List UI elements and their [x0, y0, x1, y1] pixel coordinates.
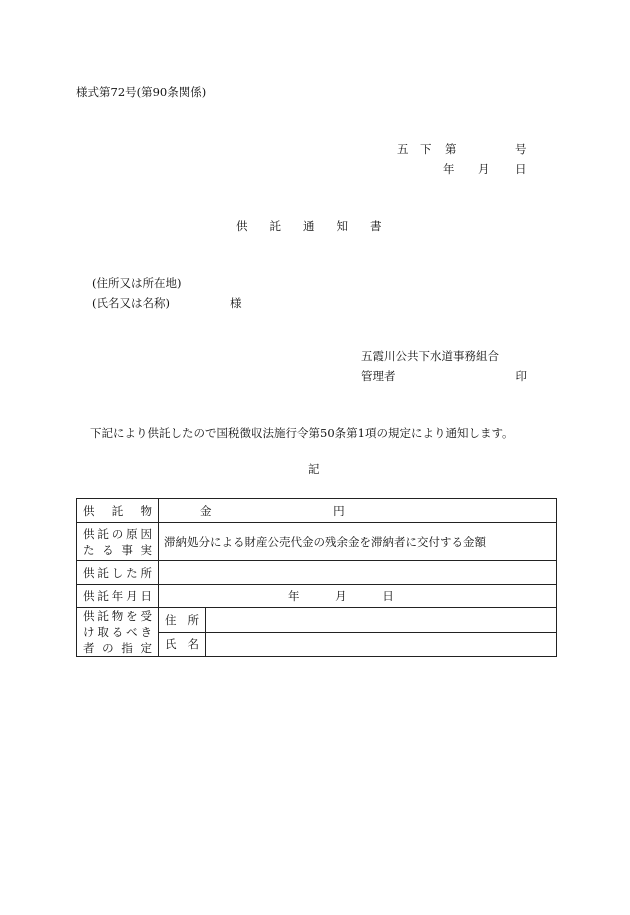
recipient-spec-line2: け取るべき: [83, 625, 152, 639]
place-value: [159, 561, 557, 585]
doc-number-go: 号: [515, 142, 527, 156]
address-value: [206, 608, 557, 633]
doc-date-year: 年: [443, 162, 455, 176]
table-row: [77, 585, 557, 608]
doc-date-day: 日: [515, 162, 527, 176]
sender-manager-row: [361, 368, 527, 384]
seal-mark: 印: [515, 369, 527, 383]
address-sub-label: 住所: [159, 608, 206, 633]
table-row: [77, 608, 557, 633]
page-title: 供託通知書: [236, 219, 404, 233]
name-value: [206, 632, 557, 657]
recipient-spec-line1: 供託物を受: [83, 609, 152, 623]
name-sub-label: 氏名: [159, 632, 206, 657]
item-label: 供託物: [77, 499, 159, 523]
place-label: 供託した所: [77, 561, 159, 585]
date-month: 月: [335, 589, 347, 603]
table-row: [77, 561, 557, 585]
item-value: [159, 499, 557, 523]
doc-number-dai: 第: [445, 142, 457, 156]
recipient-name-row: [92, 295, 252, 311]
doc-number-prefix: 五 下: [397, 142, 432, 156]
ki-heading: 記: [308, 462, 320, 476]
reason-value: 滞納処分による財産公売代金の残余金を滞納者に交付する金額: [159, 523, 557, 561]
date-day: 日: [382, 589, 394, 603]
date-label: 供託年月日: [77, 585, 159, 608]
notice-body: 下記により供託したので国税徴収法施行令第50条第1項の規定により通知します。: [90, 426, 514, 440]
recipient-spec-line3: 者の指定: [83, 641, 152, 655]
table-row: [77, 499, 557, 523]
item-kin: 金: [200, 503, 212, 518]
table-row: [77, 523, 557, 561]
recipient-honorific: 様: [230, 296, 242, 310]
reason-label: [77, 523, 159, 561]
recipient-address-label: (住所又は所在地): [92, 276, 182, 290]
deposit-table: [76, 498, 557, 657]
recipient-name-label: (氏名又は名称): [92, 296, 170, 310]
sender-manager: 管理者: [361, 369, 396, 383]
reason-label-line2: たる事実: [83, 542, 152, 557]
date-value: [159, 585, 557, 608]
sender-organization: 五霞川公共下水道事務組合: [361, 349, 499, 363]
reason-label-line1: 供託の原因: [83, 526, 152, 541]
item-en: 円: [333, 503, 345, 518]
recipient-spec-label: [77, 608, 159, 657]
date-year: 年: [288, 589, 300, 603]
doc-date-month: 月: [478, 162, 490, 176]
form-id: 様式第72号(第90条関係): [76, 85, 207, 99]
